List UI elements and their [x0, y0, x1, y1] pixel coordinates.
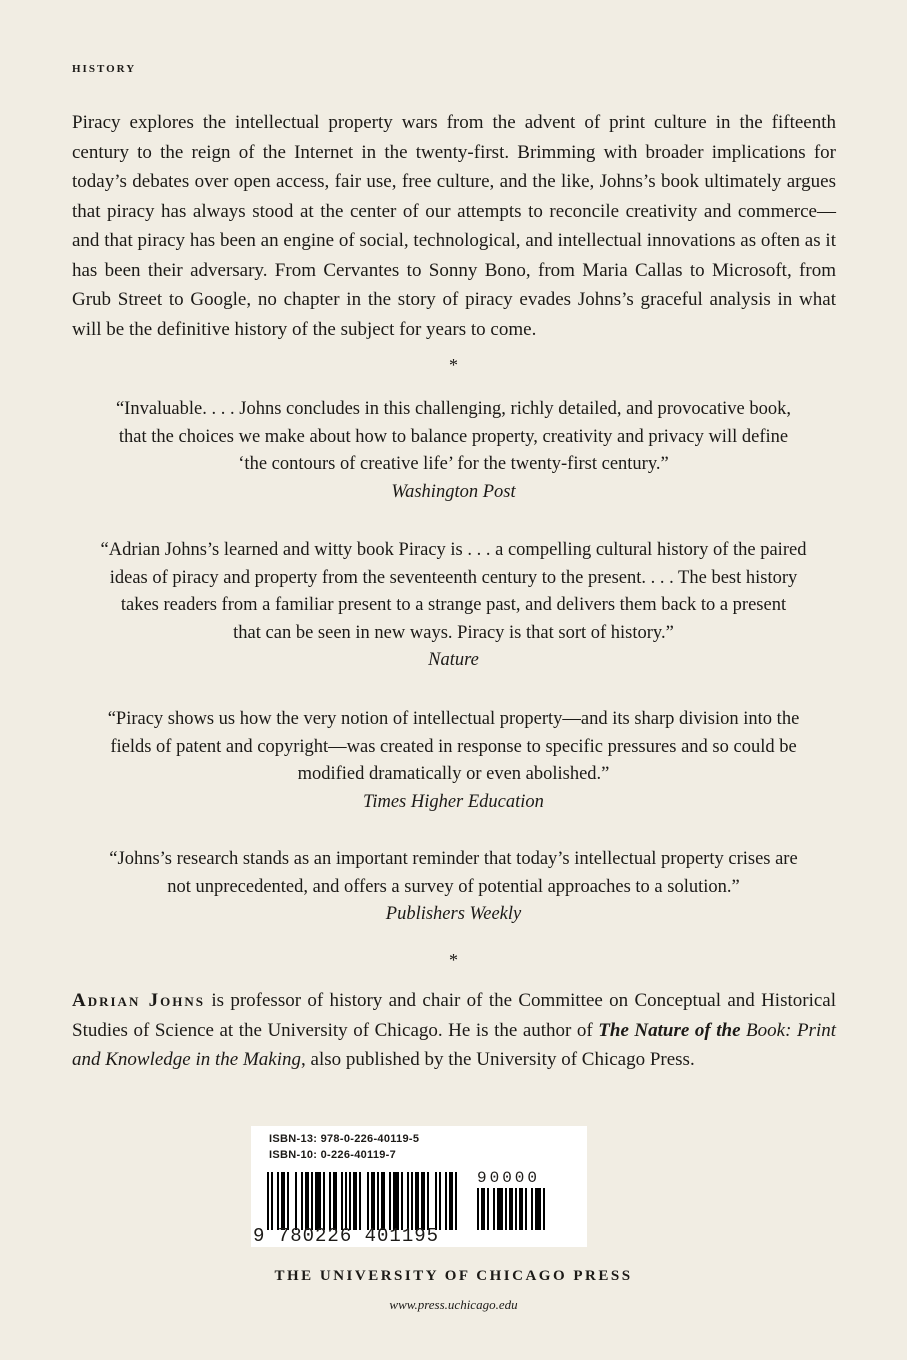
barcode-bar: [497, 1188, 503, 1230]
barcode-bar: [493, 1188, 495, 1230]
barcode-bar: [487, 1188, 489, 1230]
barcode-bar: [481, 1188, 485, 1230]
barcode-bar: [295, 1172, 297, 1230]
category-label: HISTORY: [72, 63, 137, 75]
author-bio: [72, 986, 836, 1075]
quote-source: Washington Post: [391, 481, 516, 502]
publisher-url: www.press.uchicago.edu: [389, 1297, 518, 1312]
barcode-bar: [301, 1172, 303, 1230]
quote-line: “Invaluable. . . . Johns concludes in this challenging, richly detailed, and provocative book,: [115, 399, 792, 419]
addon-barcode: [477, 1188, 577, 1230]
quote-source: Times Higher Education: [363, 791, 544, 812]
barcode-bar: [439, 1172, 441, 1230]
book-title-bold: The Nature of the: [598, 1019, 741, 1041]
barcode-bar: [525, 1188, 527, 1230]
barcode-panel: [251, 1126, 587, 1247]
review-quote-4: [60, 846, 847, 929]
barcode-bar: [305, 1172, 309, 1230]
barcode-bar: [535, 1188, 541, 1230]
barcode-bar: [445, 1172, 447, 1230]
barcode-bar: [311, 1172, 313, 1230]
separator-star: *: [449, 355, 458, 375]
barcode-bar: [407, 1172, 409, 1230]
barcode-bar: [323, 1172, 325, 1230]
quote-line: that the choices we make about how to balance property, creativity and privacy will define: [118, 426, 789, 447]
barcode-bar: [531, 1188, 533, 1230]
quote-source: Publishers Weekly: [385, 904, 522, 924]
quote-line: takes readers from a familiar present to a strange past, and delivers them back to a present: [120, 595, 787, 615]
price-code: 90000: [477, 1169, 541, 1187]
barcode-bar: [367, 1172, 369, 1230]
barcode-bar: [411, 1172, 413, 1230]
separator-star: *: [449, 950, 458, 970]
barcode-bar: [315, 1172, 321, 1230]
barcode-bar: [515, 1188, 517, 1230]
book-title-rest: Book: Print and Knowledge in the Making: [72, 1019, 837, 1070]
barcode-bar: [427, 1172, 429, 1230]
review-quote-3: [60, 706, 847, 816]
quote-line: “Adrian Johns’s learned and witty book Piracy is . . . a compelling cultural history of the paired: [100, 540, 807, 560]
barcode-bar: [267, 1172, 269, 1230]
quote-line: fields of patent and copyright—was created in response to specific pressures and so could be: [110, 736, 797, 757]
barcode-bar: [333, 1172, 337, 1230]
barcode-bar: [359, 1172, 361, 1230]
barcode-bar: [377, 1172, 379, 1230]
barcode-bar: [415, 1172, 419, 1230]
barcode-bar: [381, 1172, 385, 1230]
barcode-bar: [281, 1172, 285, 1230]
barcode-bar: [449, 1172, 453, 1230]
barcode-bar: [341, 1172, 343, 1230]
quote-line: not unprecedented, and offers a survey of potential approaches to a solution.”: [167, 876, 740, 897]
barcode-bar: [421, 1172, 425, 1230]
quote-line: “Johns’s research stands as an important reminder that today’s intellectual property crises are: [109, 849, 798, 869]
barcode-number: 9 780226 401195: [253, 1225, 440, 1247]
barcode-bar: [389, 1172, 391, 1230]
review-quote-2: [60, 537, 847, 675]
review-quote-1: [60, 396, 847, 506]
barcode-bar: [277, 1172, 279, 1230]
barcode-bar: [271, 1172, 273, 1230]
quote-line: ideas of piracy and property from the seventeenth century to the present. . . . The best history: [109, 567, 798, 588]
barcode-bar: [477, 1188, 479, 1230]
author-name: Adrian Johns: [72, 990, 206, 1011]
barcode-bar: [519, 1188, 523, 1230]
isbn13-label: ISBN-13: 978-0-226-40119-5: [269, 1133, 420, 1145]
barcode-bar: [393, 1172, 399, 1230]
description-blurb: Piracy explores the intellectual property wars from the advent of print culture in the fifteenth century to the reign of the Internet in the twenty-first. Brimming with broader implications for today’s debates over open access, fair use, free culture, and the like, Johns’s book ultimately argues that piracy has always stood at the center of our attempts to reconcile creativity and commerce—and that piracy has been an engine of social, technological, and intellectual innovations as often as it has been their adversary. From Cervantes to Sonny Bono, from Maria Callas to Microsoft, from Grub Street to Google, no chapter in the story of piracy evades Johns’s graceful analysis in what will be the definitive history of the subject for years to come.: [72, 112, 836, 340]
barcode-bar: [353, 1172, 357, 1230]
quote-line: “Piracy shows us how the very notion of intellectual property—and its sharp division into the: [107, 709, 800, 729]
barcode-bar: [455, 1172, 457, 1230]
isbn10-label: ISBN-10: 0-226-40119-7: [269, 1149, 397, 1161]
barcode-bar: [349, 1172, 351, 1230]
barcode-bar: [345, 1172, 347, 1230]
ean-barcode: [267, 1172, 467, 1230]
bio-text: is professor of history and chair of the Committee on Conceptual and Historical Studies of Science at the University of Chicago. He is the author of: [72, 990, 836, 1041]
barcode-bar: [329, 1172, 331, 1230]
quote-source: Nature: [428, 650, 479, 670]
barcode-bar: [287, 1172, 289, 1230]
quote-line: modified dramatically or even abolished.”: [297, 764, 610, 784]
barcode-bar: [435, 1172, 437, 1230]
barcode-bar: [401, 1172, 403, 1230]
quote-line: ‘the contours of creative life’ for the twenty-first century.”: [238, 454, 669, 474]
barcode-bar: [505, 1188, 507, 1230]
publisher-name: THE UNIVERSITY OF CHICAGO PRESS: [274, 1268, 633, 1284]
quote-line: that can be seen in new ways. Piracy is that sort of history.”: [233, 622, 674, 643]
barcode-bar: [543, 1188, 545, 1230]
bio-text-end: , also published by the University of Chicago Press.: [301, 1049, 695, 1070]
barcode-bar: [509, 1188, 513, 1230]
barcode-bar: [371, 1172, 375, 1230]
